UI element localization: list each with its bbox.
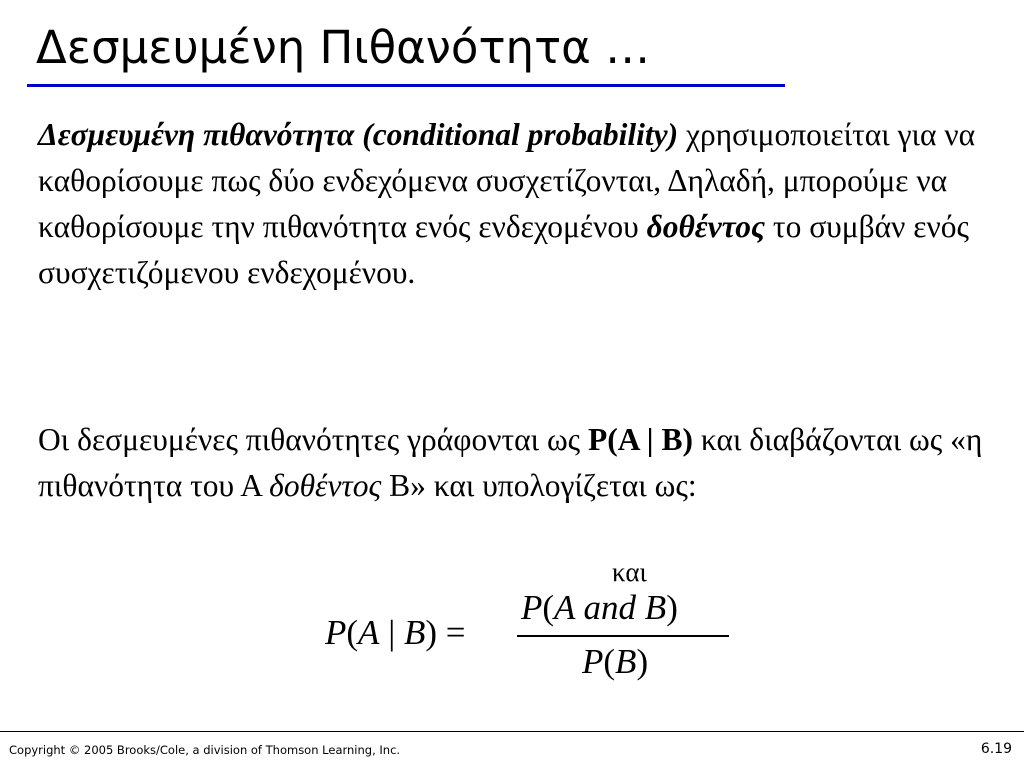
notation-given-word: δοθέντος [269, 468, 382, 503]
formula-lhs-p: P [325, 613, 347, 652]
formula-lhs-b: B [403, 613, 426, 652]
footer-divider [0, 731, 1024, 732]
definition-text-a: χρησιμοποιείται για να καθορίσουμε πως δύο ενδεχόμενα συσχετίζονται, Δηλαδή, μπορούμε να καθορίσουμε την πιθανότητα ενός ενδεχομένου [38, 117, 976, 244]
formula-denominator [582, 642, 648, 682]
formula-lhs-separator: | [379, 613, 404, 652]
formula-den-arg: B [615, 642, 637, 681]
conditional-probability-formula [325, 588, 745, 688]
notation-text-a: Οι δεσμευμένες πιθανότητες γράφονται ως [38, 422, 589, 457]
definition-text-b: το συμβάν ενός συσχετιζόμενου ενδεχομένου. [38, 209, 969, 290]
definition-term: Δεσμευμένη πιθανότητα (conditional probability) [38, 117, 679, 152]
formula-lhs [325, 613, 466, 653]
footer-copyright: Copyright © 2005 Brooks/Cole, a division of Thomson Learning, Inc. [9, 743, 401, 757]
formula-equals: = [437, 613, 466, 652]
title-underline [27, 84, 785, 87]
slide-number: 6.19 [980, 741, 1012, 757]
definition-paragraph [38, 112, 998, 296]
formula-numerator [521, 588, 678, 628]
notation-text-b: και διαβάζονται ως «η πιθανότητα του Α [38, 422, 983, 503]
slide-title: Δεσμευμένη Πιθανότητα … [36, 21, 651, 74]
formula-num-p: P [521, 588, 543, 627]
notation-paragraph [38, 417, 998, 509]
formula-den-p: P [582, 642, 604, 681]
formula-lhs-a: A [358, 613, 380, 652]
formula-den-open: ( [603, 642, 616, 681]
formula-num-arg: A and B [554, 588, 667, 627]
notation-symbol: P(A | B) [588, 422, 693, 457]
definition-given-word: δοθέντος [646, 209, 766, 244]
notation-text-c: Β» και υπολογίζεται ως: [381, 468, 697, 503]
formula-num-close: ) [666, 588, 678, 627]
formula-fraction-bar [517, 635, 729, 637]
formula-num-open: ( [542, 588, 555, 627]
formula-lhs-close: ) [425, 613, 437, 652]
formula-den-close: ) [636, 642, 649, 681]
kai-label: και [612, 557, 647, 587]
formula-lhs-open: ( [346, 613, 359, 652]
